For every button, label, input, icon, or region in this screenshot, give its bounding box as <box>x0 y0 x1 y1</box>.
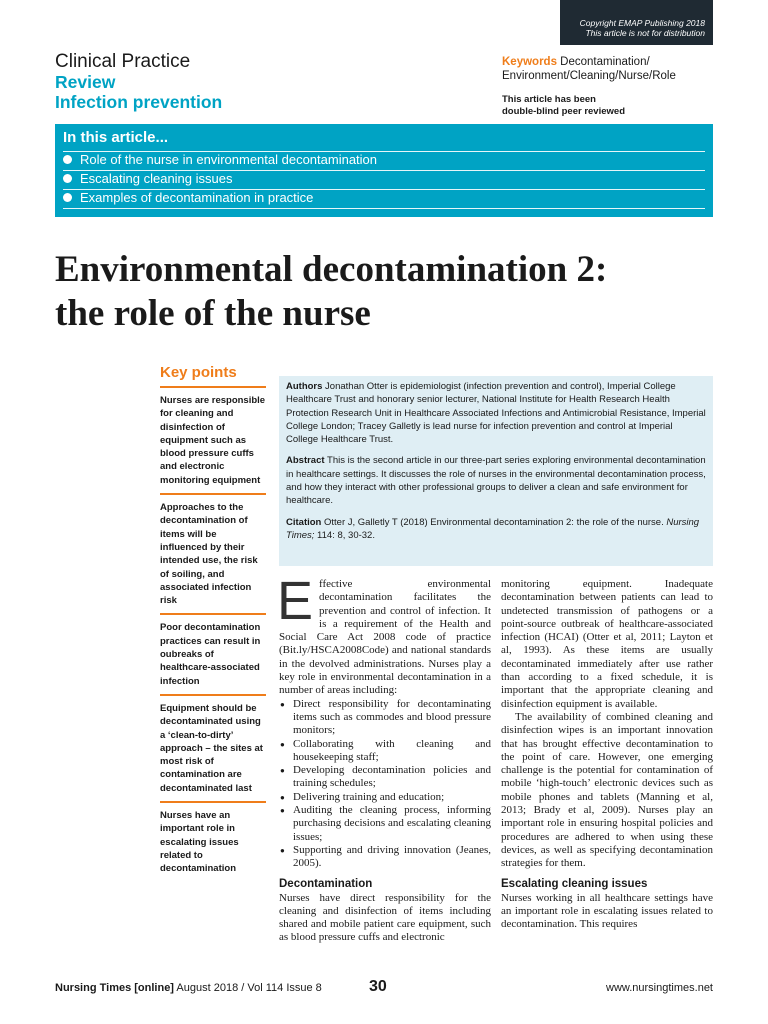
issue-info: August 2018 / Vol 114 Issue 8 <box>173 982 322 994</box>
divider <box>63 208 705 209</box>
abstract <box>286 454 706 507</box>
intro-paragraph <box>277 571 491 698</box>
bullet-icon <box>63 174 72 183</box>
in-this-article-title: In this article... <box>63 129 169 146</box>
key-point: Nurses have an important role in escalating issues related to decontamination <box>160 801 266 881</box>
citation-text: Otter J, Galletly T (2018) Environmental decontamination 2: the role of the nurse. <box>321 516 667 528</box>
section-category: Clinical Practice <box>55 51 191 72</box>
peer-review-line2: double-blind peer reviewed <box>502 106 625 117</box>
escalating-heading: Escalating cleaning issues <box>501 877 648 890</box>
peer-review-note <box>502 94 717 118</box>
decontamination-paragraph: Nurses have direct responsibility for the cleaning and disinfection of items including shared and mobile patient care equipment, such as blood pressure cuffs and electronic <box>279 891 491 944</box>
list-item: ● Developing decontamination policies and training schedules; <box>293 764 491 791</box>
drop-cap: E <box>277 571 314 631</box>
copyright-line: Copyright EMAP Publishing 2018 <box>579 18 705 28</box>
keywords <box>502 55 717 83</box>
abstract-label: Abstract <box>286 455 325 467</box>
role-list <box>279 698 491 871</box>
peer-review-line1: This article has been <box>502 94 596 105</box>
article-item-label: Examples of decontamination in practice <box>80 190 314 205</box>
copyright-notice <box>560 0 713 45</box>
body-paragraph: monitoring equipment. Inadequate decontamination between patients can lead to undetected transmission of pathogens or a point-source outbreak of healthcare-associated infection (HCAI) (Otter et al, 2011; Layton et al, 1993). As these items are usually decontaminated immediately after use rather than according to a fixed schedule, it is important that the appropriate cleaning and disinfection equipment is available. <box>501 578 713 710</box>
website-url: www.nursingtimes.net <box>606 982 713 994</box>
authors-text: Jonathan Otter is epidemiologist (infection prevention and control), Imperial College Healthcare Trust and honorary senior lecturer, National Institute for Health Research Health Protection Research Unit in Healthcare Associated Infections and Antimicrobial Resistance, Imperial College London; Tracey Galletly is lead nurse for infection prevention and control at Imperial College Healthcare Trust. <box>286 381 706 446</box>
key-point: Approaches to the decontamination of items will be influenced by their intended use, the risk of soiling, and associated infection risk <box>160 493 266 613</box>
key-point: Poor decontamination practices can result in oubreaks of healthcare-associated infection <box>160 613 266 693</box>
list-item: ● Collaborating with cleaning and housekeeping staff; <box>293 738 491 765</box>
article-meta-box <box>279 376 713 566</box>
article-item <box>63 171 232 186</box>
journal-name: Nursing Times [online] <box>55 982 174 994</box>
in-this-article-box <box>55 124 713 217</box>
citation <box>286 516 706 543</box>
key-points-sidebar <box>160 364 266 882</box>
article-item <box>63 152 377 167</box>
section-type: Review <box>55 72 116 92</box>
keywords-line1: Decontamination/ <box>556 56 650 68</box>
decontamination-heading: Decontamination <box>279 877 373 890</box>
bullet-icon <box>63 155 72 164</box>
keywords-line2: Environment/Cleaning/Nurse/Role <box>502 70 676 82</box>
headline-line2: the role of the nurse <box>55 293 371 334</box>
citation-tail: 114: 8, 30-32. <box>314 529 375 541</box>
key-point: Nurses are responsible for cleaning and disinfection of equipment such as blood pressure cuffs and electronic monitoring equipment <box>160 386 266 493</box>
intro-text: ffective environmental decontamination facilitates the prevention and control of infection. It is a requirement of the Health and Social Care Act 2008 code of practice (Bit.ly/HSCA2008Code) and national standards in the devolved administrations. Nurses play a key role in environmental decontamination in a number of areas including: <box>279 578 491 697</box>
body-column-2 <box>501 578 713 931</box>
body-paragraph: The availability of combined cleaning and disinfection wipes is an important innovation that has brought effective decontamination to the point of care. However, one emerging challenge is the potential for contamination of mobile ‘high-touch’ electronic devices such as mobile phones and tablets (Manning et al, 2013; Brady et al, 2009). Nurses play an important role in ensuring hospital policies and procedures are adhered to when using these devices, as well as specifying decontamination strategies for them. <box>501 710 713 870</box>
bullet-icon <box>63 193 72 202</box>
key-point: Equipment should be decontaminated using a ‘clean-to-dirty’ approach – the sites at most risk of contamination are decontaminated last <box>160 694 266 801</box>
list-item: ● Supporting and driving innovation (Jeanes, 2005). <box>293 844 491 871</box>
list-item: ● Auditing the cleaning process, informing purchasing decisions and escalating cleaning issues; <box>293 804 491 844</box>
article-item <box>63 190 313 205</box>
article-item-label: Role of the nurse in environmental decontamination <box>80 152 378 167</box>
escalating-paragraph: Nurses working in all healthcare settings have an important role in escalating issues related to decontamination. This requires <box>501 891 713 931</box>
key-points-title: Key points <box>160 364 237 381</box>
body-column-1 <box>277 571 491 945</box>
section-header <box>55 52 222 112</box>
citation-journal: Nursing Times; <box>286 516 700 541</box>
citation-label: Citation <box>286 516 322 528</box>
page-number: 30 <box>369 978 387 995</box>
authors <box>286 380 706 446</box>
list-item: ● Delivering training and education; <box>293 791 491 804</box>
keywords-label: Keywords <box>502 56 557 68</box>
headline-line1: Environmental decontamination 2: <box>55 249 608 290</box>
distribution-line: This article is not for distribution <box>585 28 705 38</box>
list-item: ● Direct responsibility for decontaminating items such as commodes and blood pressure monitors; <box>293 698 491 738</box>
abstract-text: This is the second article in our three-part series exploring environmental decontamination in healthcare settings. It discusses the role of nurses in the environmental decontamination process, and how they interact with other professional groups to deliver a clean and safe environment for healthcare. <box>286 455 706 507</box>
footer-journal <box>55 982 322 994</box>
section-topic: Infection prevention <box>55 92 223 112</box>
article-item-label: Escalating cleaning issues <box>80 171 233 186</box>
article-headline <box>55 248 715 336</box>
authors-label: Authors <box>286 381 323 392</box>
